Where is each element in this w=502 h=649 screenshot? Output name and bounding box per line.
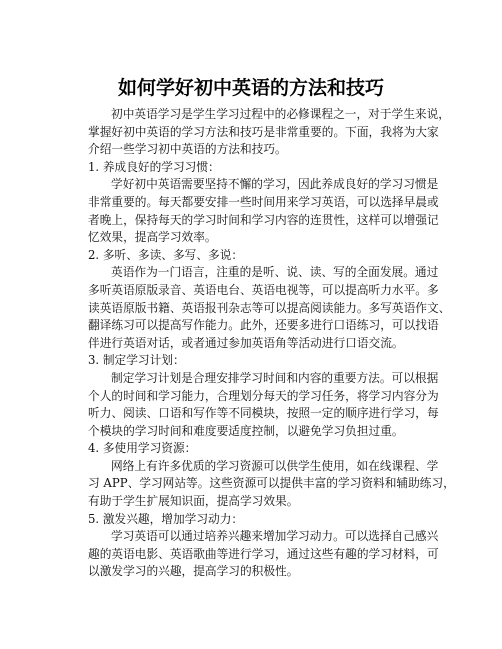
section-heading: 2. 多听、多读、多写、多说： <box>88 247 244 262</box>
paragraph-line: 忆效果，提高学习效率。 <box>88 230 217 245</box>
paragraph-line: 有助于学生扩展知识面，提高学习效果。 <box>88 494 299 509</box>
paragraph-line: 学习英语可以通过培养兴趣来增加学习动力。可以选择自己感兴 <box>111 529 439 544</box>
paragraph-line: 学好初中英语需要坚持不懈的学习，因此养成良好的学习习惯是 <box>111 177 439 192</box>
paragraph-line: 趣的英语电影、英语歌曲等进行学习，通过这些有趣的学习材料，可 <box>88 546 439 561</box>
paragraph-line: 英语作为一门语言，注重的是听、说、读、写的全面发展。通过 <box>111 265 439 280</box>
paragraph-line: 翻译练习可以提高写作能力。此外，还要多进行口语练习，可以找语 <box>88 318 439 333</box>
paragraph-line: 非常重要的。每天都要安排一些时间用来学习英语，可以选择早晨或 <box>88 194 439 209</box>
section-heading: 4. 多使用学习资源： <box>88 441 197 456</box>
section-heading: 5. 激发兴趣，增加学习动力： <box>88 511 244 526</box>
paragraph-line: 个模块的学习时间和难度要适度控制，以避免学习负担过重。 <box>88 423 404 438</box>
paragraph-line: 制定学习计划是合理安排学习时间和内容的重要方法。可以根据 <box>111 370 439 385</box>
paragraph-line: 以激发学习的兴趣，提高学习的积极性。 <box>88 564 299 579</box>
paragraph-line: 听力、阅读、口语和写作等不同模块，按照一定的顺序进行学习，每 <box>88 406 439 421</box>
paragraph-line: 初中英语学习是学生学习过程中的必修课程之一，对于学生来说， <box>111 107 450 121</box>
paragraph-line: 读英语原版书籍、英语报刊杂志等可以提高阅读能力。多写英语作文、 <box>88 300 451 315</box>
document-body <box>88 106 455 581</box>
paragraph-line: 伴进行英语对话，或者通过参加英语角等活动进行口语交流。 <box>88 335 404 350</box>
paragraph-line: 个人的时间和学习能力，合理划分每天的学习任务，将学习内容分为 <box>88 388 439 403</box>
paragraph-line: 多听英语原版录音、英语电台、英语电视等，可以提高听力水平。多 <box>88 282 439 297</box>
document-title: 如何学好初中英语的方法和技巧 <box>117 77 384 99</box>
section-heading: 3. 制定学习计划： <box>88 353 185 368</box>
paragraph-line: 网络上有许多优质的学习资源可以供学生使用，如在线课程、学 <box>111 458 439 473</box>
paragraph-line: 介绍一些学习初中英语的方法和技巧。 <box>88 142 287 157</box>
paragraph-line: 习 APP、学习网站等。这些资源可以提供丰富的学习资料和辅助练习， <box>88 476 455 491</box>
paragraph-line: 掌握好初中英语的学习方法和技巧是非常重要的。下面，我将为大家 <box>88 124 439 139</box>
section-heading: 1. 养成良好的学习习惯： <box>88 159 220 174</box>
paragraph-line: 者晚上，保持每天的学习时间和学习内容的连贯性，这样可以增强记 <box>88 212 439 227</box>
